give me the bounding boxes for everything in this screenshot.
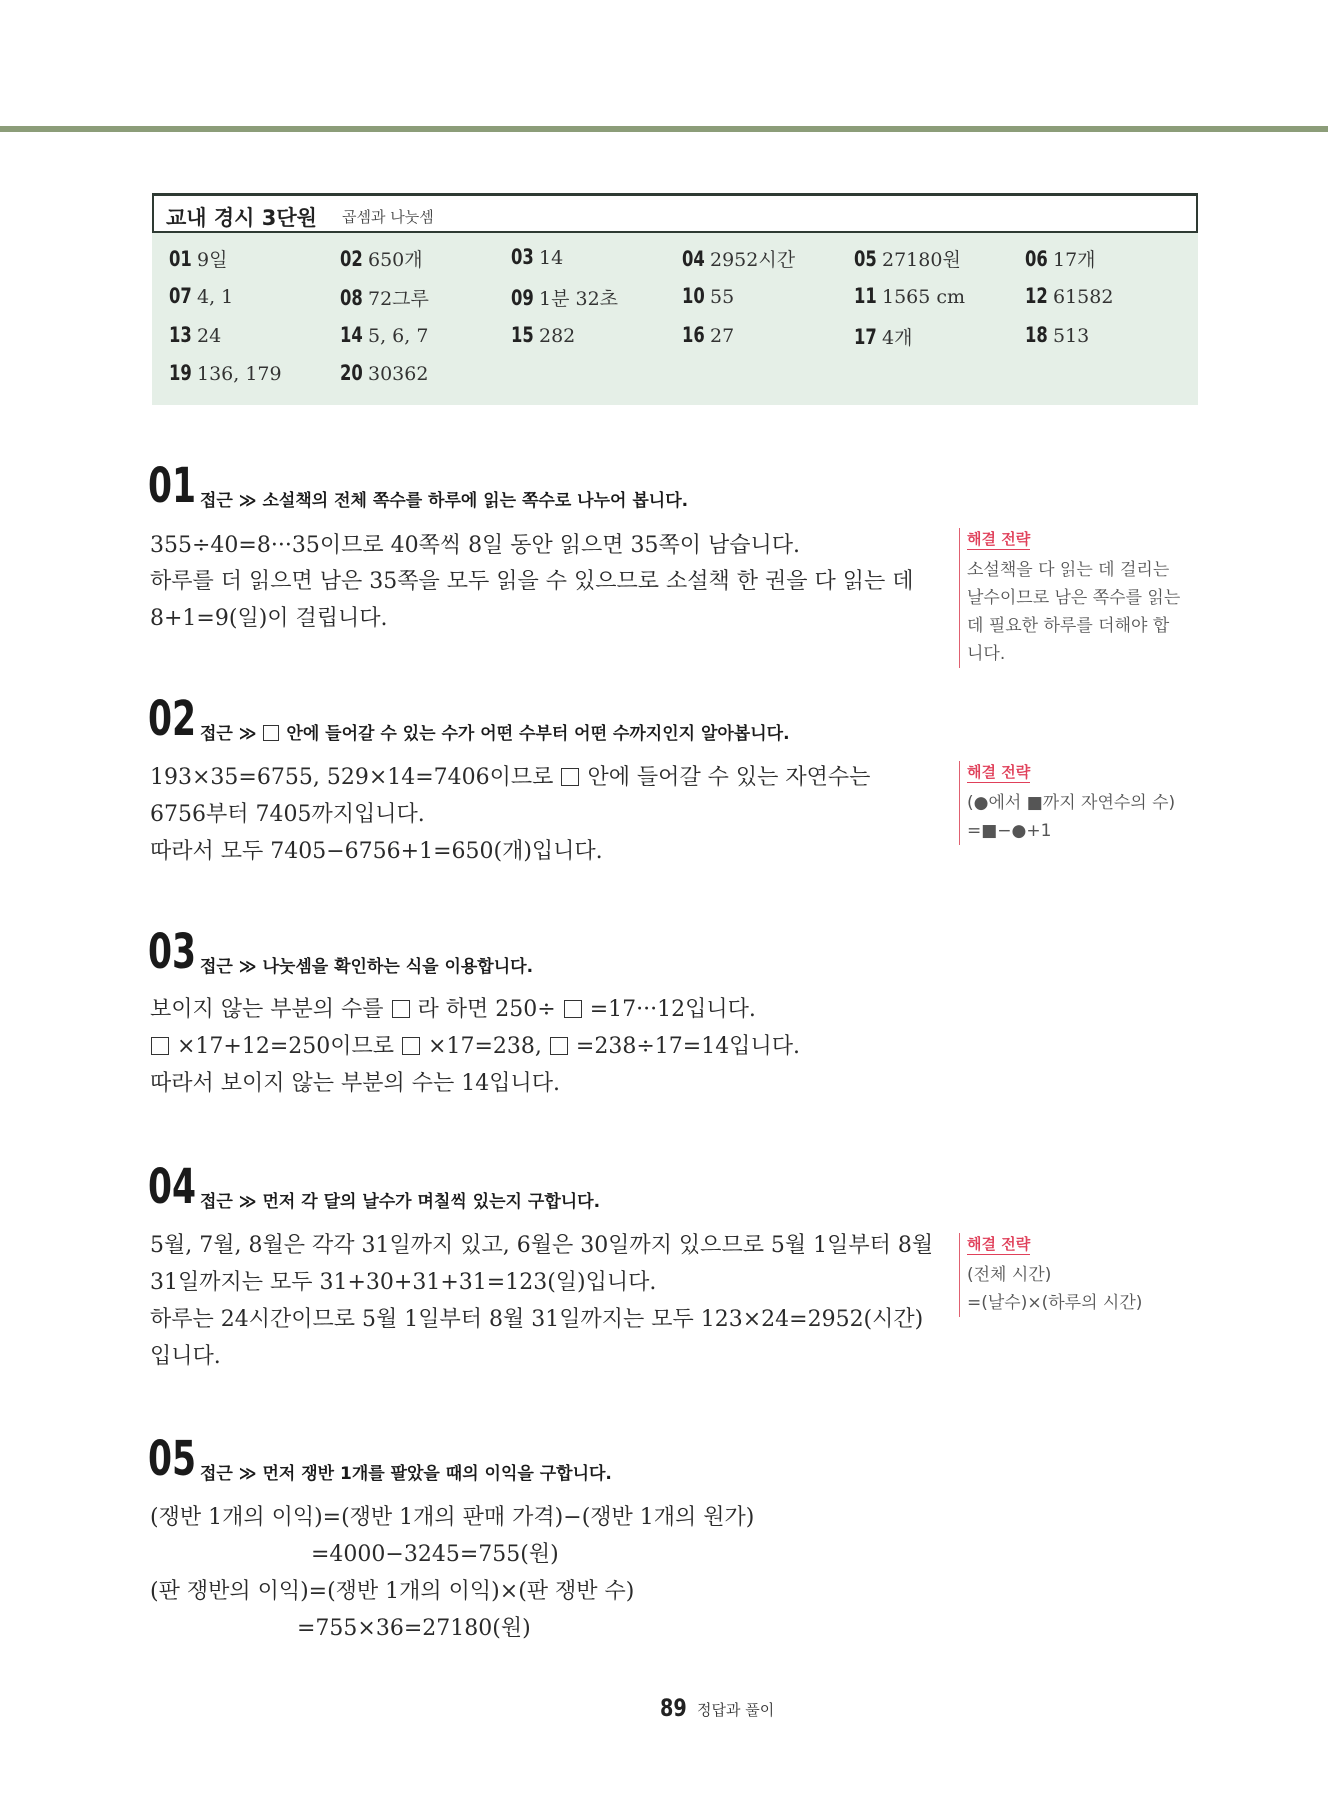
answer-number: 17 bbox=[854, 325, 877, 349]
approach-05: 접근 ≫ 먼저 쟁반 1개를 팔았을 때의 이익을 구합니다. bbox=[200, 1464, 612, 1484]
answer-number: 04 bbox=[682, 247, 705, 271]
solution-05-line-4: =755×36=27180(원) bbox=[297, 1616, 531, 1641]
blank-box-icon bbox=[550, 1037, 568, 1055]
answer-value: 17개 bbox=[1053, 249, 1096, 271]
solution-02-line-2: 6756부터 7405까지입니다. bbox=[150, 802, 425, 827]
blank-box-icon bbox=[392, 1000, 410, 1018]
strategy-tag: 해결 전략 bbox=[967, 1235, 1031, 1253]
strategy-line: 데 필요한 하루를 더해야 합 bbox=[967, 616, 1170, 636]
answer-value: 513 bbox=[1053, 325, 1090, 347]
answer-value: 4, 1 bbox=[197, 286, 234, 308]
answer-key-subtitle: 곱셈과 나눗셈 bbox=[342, 208, 434, 226]
solution-04-line-3: 하루는 24시간이므로 5월 1일부터 8월 31일까지는 모두 123×24=2952(시간) bbox=[150, 1307, 924, 1332]
approach-01: 접근 ≫ 소설책의 전체 쪽수를 하루에 읽는 쪽수로 나누어 봅니다. bbox=[200, 491, 689, 511]
solution-05-line-3: (판 쟁반의 이익)=(쟁반 1개의 이익)×(판 쟁반 수) bbox=[150, 1579, 635, 1604]
strategy-note-01 bbox=[959, 528, 1180, 668]
strategy-tag: 해결 전략 bbox=[967, 530, 1031, 548]
answer-key-title: 교내 경시 3단원 bbox=[166, 206, 317, 230]
answer-item bbox=[1025, 284, 1113, 308]
text-segment: 안에 들어갈 수 있는 자연수는 bbox=[587, 765, 871, 790]
answer-number: 02 bbox=[340, 247, 363, 271]
solution-04-line-4: 입니다. bbox=[150, 1344, 221, 1369]
answer-item bbox=[169, 245, 227, 272]
question-number-04: 04 bbox=[148, 1159, 197, 1215]
strategy-line: 소설책을 다 읽는 데 걸리는 bbox=[967, 560, 1170, 580]
answer-value: 650개 bbox=[368, 249, 423, 271]
approach-03: 접근 ≫ 나눗셈을 확인하는 식을 이용합니다. bbox=[200, 957, 534, 977]
solution-01-line-3: 8+1=9(일)이 걸립니다. bbox=[150, 606, 388, 631]
solution-02-line-3: 따라서 모두 7405−6756+1=650(개)입니다. bbox=[150, 839, 603, 864]
strategy-text bbox=[967, 789, 1175, 845]
answer-number: 03 bbox=[511, 245, 534, 269]
answer-item bbox=[340, 245, 423, 272]
strategy-line: =■−●+1 bbox=[967, 821, 1052, 841]
answer-item bbox=[340, 361, 428, 385]
question-number-05: 05 bbox=[148, 1431, 197, 1487]
answer-value: 9일 bbox=[197, 249, 228, 271]
answer-value: 2952시간 bbox=[710, 249, 796, 271]
footer-label: 정답과 풀이 bbox=[697, 1701, 775, 1719]
answer-number: 16 bbox=[682, 323, 705, 347]
answer-item bbox=[340, 323, 428, 347]
answer-item bbox=[511, 284, 618, 311]
text-segment: 193×35=6755, 529×14=7406이므로 bbox=[150, 765, 554, 790]
answer-value: 55 bbox=[710, 286, 735, 308]
blank-box-icon bbox=[402, 1037, 420, 1055]
answer-value: 4개 bbox=[882, 327, 913, 349]
page-number: 89 bbox=[660, 1694, 687, 1722]
answer-number: 19 bbox=[169, 361, 192, 385]
answer-key-box bbox=[152, 193, 1198, 405]
answer-number: 14 bbox=[340, 323, 363, 347]
question-number-01: 01 bbox=[148, 458, 197, 514]
strategy-text bbox=[967, 1261, 1142, 1317]
answer-number: 07 bbox=[169, 284, 192, 308]
text-segment: =17···12입니다. bbox=[589, 997, 756, 1022]
answer-number: 11 bbox=[854, 284, 877, 308]
answer-value: 14 bbox=[539, 247, 564, 269]
answer-item bbox=[169, 284, 233, 308]
solution-03-line-2 bbox=[150, 1029, 800, 1060]
answer-item bbox=[854, 245, 961, 272]
blank-box-icon bbox=[564, 1000, 582, 1018]
approach-04: 접근 ≫ 먼저 각 달의 날수가 며칠씩 있는지 구합니다. bbox=[200, 1192, 601, 1212]
solution-01-line-1: 355÷40=8···35이므로 40쪽씩 8일 동안 읽으면 35쪽이 남습니다. bbox=[150, 533, 801, 558]
answer-number: 12 bbox=[1025, 284, 1048, 308]
answer-number: 10 bbox=[682, 284, 705, 308]
text-segment: ×17+12=250이므로 bbox=[177, 1034, 395, 1059]
solution-04-line-2: 31일까지는 모두 31+30+31+31=123(일)입니다. bbox=[150, 1270, 657, 1295]
answer-number: 09 bbox=[511, 286, 534, 310]
answer-value: 5, 6, 7 bbox=[368, 325, 429, 347]
answer-value: 30362 bbox=[368, 363, 429, 385]
blank-box-icon bbox=[561, 768, 579, 786]
answer-item bbox=[854, 323, 912, 350]
question-number-02: 02 bbox=[148, 691, 197, 747]
answer-item bbox=[169, 361, 282, 385]
answer-value: 27 bbox=[710, 325, 735, 347]
answer-item bbox=[682, 323, 734, 347]
blank-box-icon bbox=[263, 725, 279, 741]
answer-value: 24 bbox=[197, 325, 222, 347]
answer-value: 72그루 bbox=[368, 288, 429, 310]
solution-05-line-2: =4000−3245=755(원) bbox=[311, 1542, 559, 1567]
text-segment: ×17=238, bbox=[428, 1034, 542, 1059]
answer-item bbox=[854, 284, 965, 308]
answer-item bbox=[682, 245, 795, 272]
strategy-line: =(날수)×(하루의 시간) bbox=[967, 1293, 1143, 1313]
approach-text: 안에 들어갈 수 있는 수가 어떤 수부터 어떤 수까지인지 알아봅니다. bbox=[286, 724, 790, 744]
answer-value: 282 bbox=[539, 325, 576, 347]
answer-item bbox=[682, 284, 734, 308]
text-segment: 보이지 않는 부분의 수를 bbox=[150, 997, 384, 1022]
blank-box-icon bbox=[151, 1037, 169, 1055]
answer-item bbox=[1025, 245, 1096, 272]
answer-number: 15 bbox=[511, 323, 534, 347]
answer-value: 136, 179 bbox=[197, 363, 282, 385]
solution-02-line-1 bbox=[150, 760, 870, 791]
answer-number: 08 bbox=[340, 286, 363, 310]
approach-label: 접근 ≫ bbox=[200, 724, 257, 744]
strategy-text bbox=[967, 556, 1180, 668]
strategy-note-02 bbox=[959, 761, 1175, 845]
strategy-tag: 해결 전략 bbox=[967, 763, 1031, 781]
answer-value: 1565 cm bbox=[882, 286, 966, 308]
solution-03-line-3: 따라서 보이지 않는 부분의 수는 14입니다. bbox=[150, 1071, 560, 1096]
strategy-line: (전체 시간) bbox=[967, 1265, 1052, 1285]
answer-number: 01 bbox=[169, 247, 192, 271]
text-segment: 라 하면 250÷ bbox=[417, 997, 556, 1022]
answer-item bbox=[511, 323, 575, 347]
answer-number: 06 bbox=[1025, 247, 1048, 271]
answer-value: 1분 32초 bbox=[539, 288, 619, 310]
strategy-line: (●에서 ■까지 자연수의 수) bbox=[967, 793, 1176, 813]
question-number-03: 03 bbox=[148, 924, 197, 980]
answer-number: 20 bbox=[340, 361, 363, 385]
strategy-line: 날수이므로 남은 쪽수를 읽는 bbox=[967, 588, 1181, 608]
solution-04-line-1: 5월, 7월, 8월은 각각 31일까지 있고, 6월은 30일까지 있으므로 5월 1일부터 8월 bbox=[150, 1233, 934, 1258]
solution-01-line-2: 하루를 더 읽으면 남은 35쪽을 모두 읽을 수 있으므로 소설책 한 권을 다 읽는 데 bbox=[150, 569, 914, 594]
text-segment: =238÷17=14입니다. bbox=[575, 1034, 800, 1059]
answer-item bbox=[340, 284, 429, 311]
answer-number: 18 bbox=[1025, 323, 1048, 347]
strategy-line: 니다. bbox=[967, 644, 1006, 664]
approach-02 bbox=[200, 719, 790, 744]
answer-value: 61582 bbox=[1053, 286, 1114, 308]
answer-key-header bbox=[152, 193, 1198, 233]
answer-item bbox=[1025, 323, 1089, 347]
answer-item bbox=[169, 323, 221, 347]
top-rule bbox=[0, 126, 1328, 132]
solution-05-line-1: (쟁반 1개의 이익)=(쟁반 1개의 판매 가격)−(쟁반 1개의 원가) bbox=[150, 1505, 755, 1530]
strategy-note-04 bbox=[959, 1233, 1142, 1317]
solution-03-line-1 bbox=[150, 992, 756, 1023]
answer-item bbox=[511, 245, 563, 269]
answer-value: 27180원 bbox=[882, 249, 961, 271]
answer-number: 13 bbox=[169, 323, 192, 347]
answer-number: 05 bbox=[854, 247, 877, 271]
